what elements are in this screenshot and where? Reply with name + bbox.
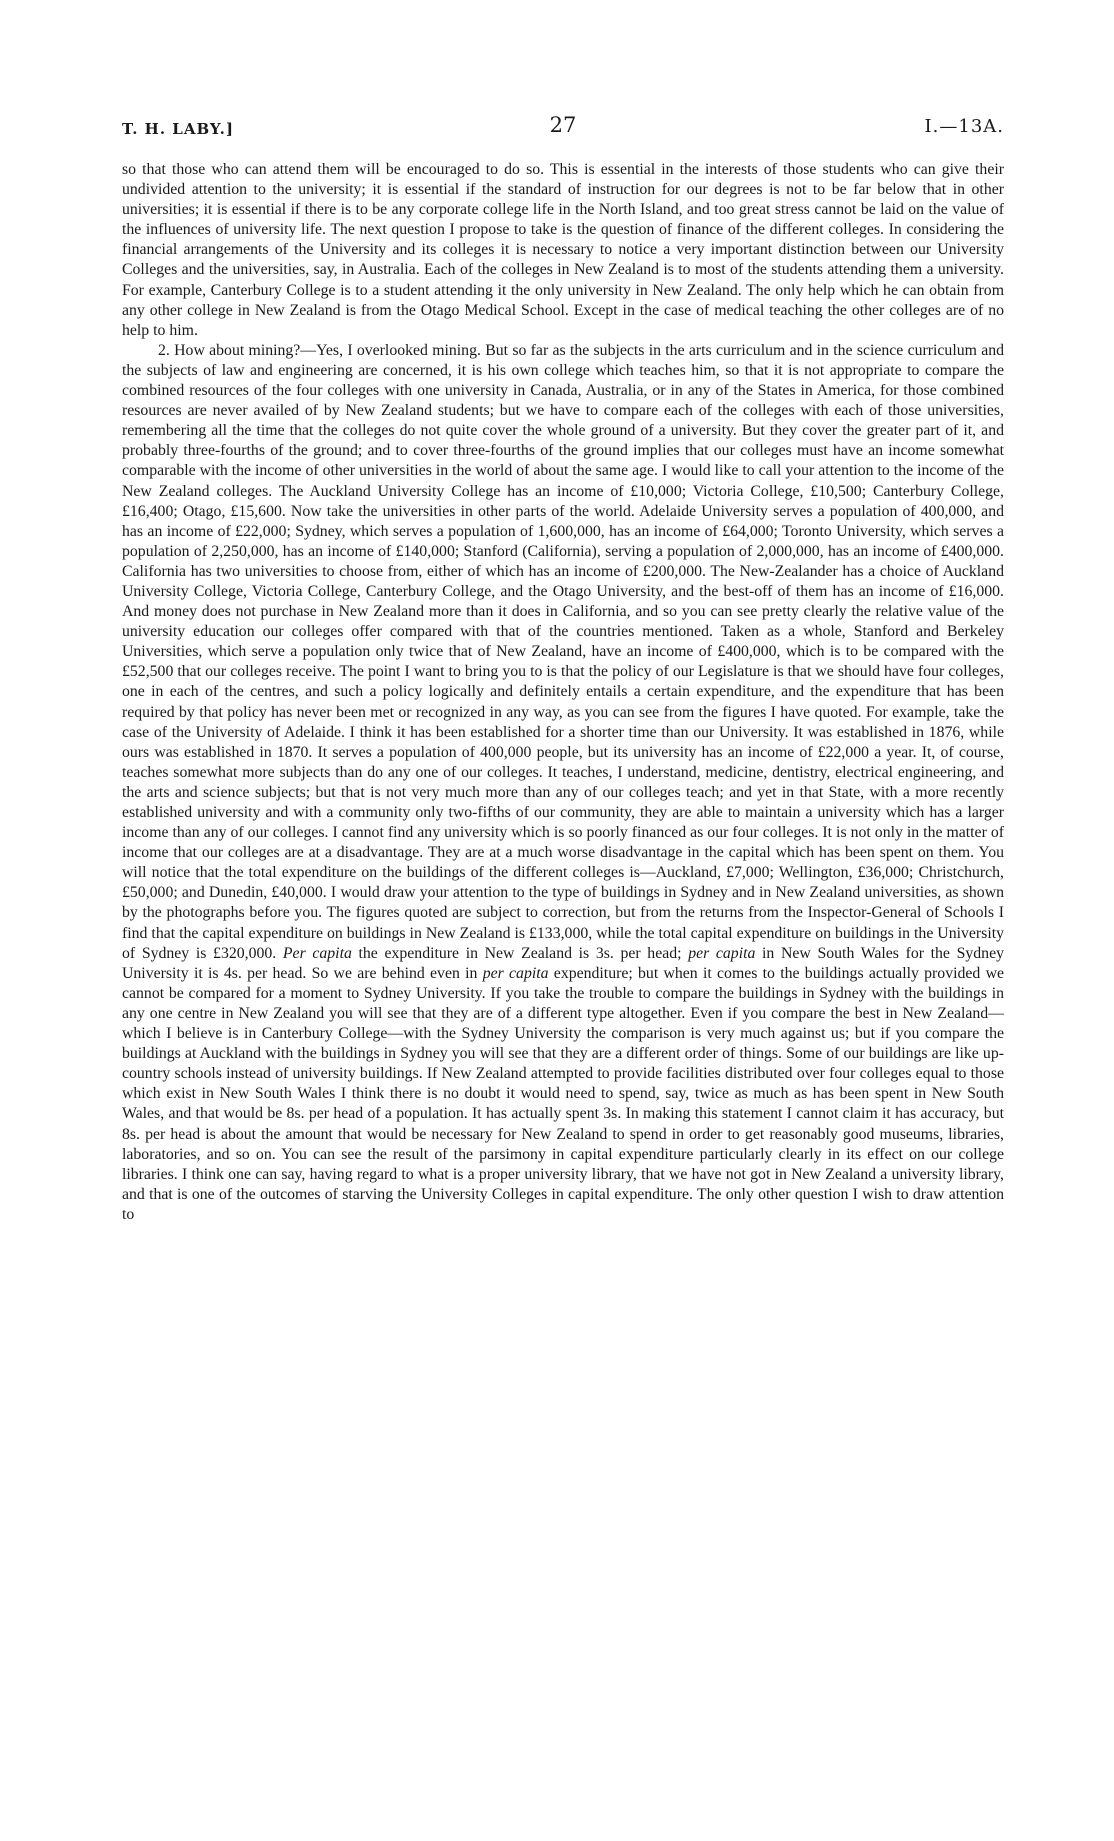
header-paper-reference: I.—13A. (924, 116, 1004, 137)
header-author: T. H. LABY.] (122, 120, 234, 138)
text-segment: in New South Wales for the Sydney University it is 4s. per head. So we are behind even in (122, 944, 1004, 982)
text-segment: 2. How about mining?—Yes, I overlooked mining. But so far as the subjects in the arts curriculum and in the science curriculum and the subjects of law and engineering are concerned, it is his own college which teaches him, so that it is not appropriate to compare the combined resources of the four colleges with one university in Canada, Australia, or in any of the States in America, for those combined resources are never availed of by New Zealand students; but we have to compare each of the colleges with each of those universities, remembering all the time that the colleges do not quite cover the whole ground of a university. But they cover the greater part of it, and probably three-fourths of the ground; and to cover three-fourths of the ground implies that our colleges must have an income somewhat comparable with the income of other universities in the world of about the same age. I would like to call your attention to the income of the New Zealand colleges. The Auckland University College has an income of £10,000; Victoria College, £10,500; Canterbury College, £16,400; Otago, £15,600. Now take the universities in other parts of the world. Adelaide University serves a population of 400,000, and has an income of £22,000; Sydney, which serves a population of 1,600,000, has an income of £64,000; Toronto University, which serves a population of 2,250,000, has an income of £140,000; Stanford (California), serving a population of 2,000,000, has an income of £400,000. California has two universities to choose from, either of which has an income of £200,000. The New-Zealander has a choice of Auckland University College, Victoria College, Canterbury College, and the Otago University, and the best-off of them has an income of £16,000. And money does not purchase in New Zealand more than it does in California, and so you can see pretty clearly the relative value of the university education our colleges offer compared with that of the countries mentioned. Taken as a whole, Stanford and Berkeley Universities, which serve a population only twice that of New Zealand, have an income of £400,000, which is to be compared with the £52,500 that our colleges receive. The point I want to bring you to is that the policy of our Legislature is that we should have four colleges, one in each of the centres, and such a policy logically and definitely entails a certain expenditure, and the expenditure that has been required by that policy has never been met or recognized in any way, as you can see from the figures I have quoted. For example, take the case of the University of Adelaide. I think it has been established for a shorter time than our University. It was established in 1876, while ours was established in 1870. It serves a population of 400,000 people, but its university has an income of £22,000 a year. It, of course, teaches somewhat more subjects than do any one of our colleges. It teaches, I understand, medicine, dentistry, electrical engineering, and the arts and science subjects; but that is not very much more than any of our colleges teach; and yet in that State, with a more recently established university and with a community only two-fifths of our community, they are able to maintain a university which has a larger income than any of our colleges. I cannot find any university which is so poorly financed as our four colleges. It is not only in the matter of income that our colleges are at a disadvantage. They are at a much worse disadvantage in the capital which has been spent on them. You will notice that the total expenditure on the buildings of the different colleges is—Auckland, £7,000; Wellington, £36,000; Christchurch, £50,000; and Dunedin, £40,000. I would draw your attention to the type of buildings in Sydney and in New Zealand universities, as shown by the photographs before you. The figures quoted are subject to correction, but from the returns from the Inspector-General of Schools I find that the capital expenditure on buildings in New Zealand is £133,000, while the total capital expenditure on buildings in the University of Sydney is £320,000. (122, 341, 1004, 962)
page-number: 27 (549, 113, 577, 137)
running-head (122, 112, 1004, 152)
paragraph-2 (122, 341, 1004, 1225)
document-page (122, 112, 1004, 1812)
paragraph-1 (122, 160, 1004, 341)
text-segment: so that those who can attend them will be encouraged to do so. This is essential in the interests of those students who can give their undivided attention to the university; it is essential if the standard of instruction for our degrees is not to be far below that in other universities; it is essential if there is to be any corporate college life in the North Island, and too great stress cannot be laid on the value of the influences of university life. The next question I propose to take is the question of finance of the different colleges. In considering the financial arrangements of the University and its colleges it is necessary to notice a very important distinction between our University Colleges and the universities, say, in Australia. Each of the colleges in New Zealand is to most of the students attending them a university. For example, Canterbury College is to a student attending it the only university in New Zealand. The only help which he can obtain from any other college in New Zealand is from the Otago Medical School. Except in the case of medical teaching the other colleges are of no help to him. (122, 161, 1004, 339)
text-segment-italic: per capita (482, 964, 549, 982)
text-segment-italic: Per capita (282, 944, 352, 962)
body-text (122, 160, 1004, 1225)
text-segment: expenditure; but when it comes to the buildings actually provided we cannot be compared for a moment to Sydney University. If you take the trouble to compare the buildings in Sydney with the buildings in any one centre in New Zealand you will see that they are of a different type altogether. Even if you compare the best in New Zealand—which I believe is in Canterbury College—with the Sydney University the comparison is very much against us; but if you compare the buildings at Auckland with the buildings in Sydney you will see that they are a different order of things. Some of our buildings are like up-country schools instead of university buildings. If New Zealand attempted to provide facilities distributed over four colleges equal to those which exist in New South Wales I think there is no doubt it would need to spend, say, twice as much as has been spent in New South Wales, and that would be 8s. per head of a population. It has actually spent 3s. In making this statement I cannot claim it has accuracy, but 8s. per head is about the amount that would be necessary for New Zealand to spend in order to get reasonably good museums, libraries, laboratories, and so on. You can see the result of the parsimony in capital expenditure particularly clearly in its effect on our college libraries. I think one can say, having regard to what is a proper university library, that we have not got in New Zealand a university library, and that is one of the outcomes of starving the University Colleges in capital expenditure. The only other question I wish to draw attention to (122, 964, 1004, 1223)
text-segment: the expenditure in New Zealand is 3s. per head; (351, 944, 689, 962)
text-segment-italic: per capita (688, 944, 756, 962)
